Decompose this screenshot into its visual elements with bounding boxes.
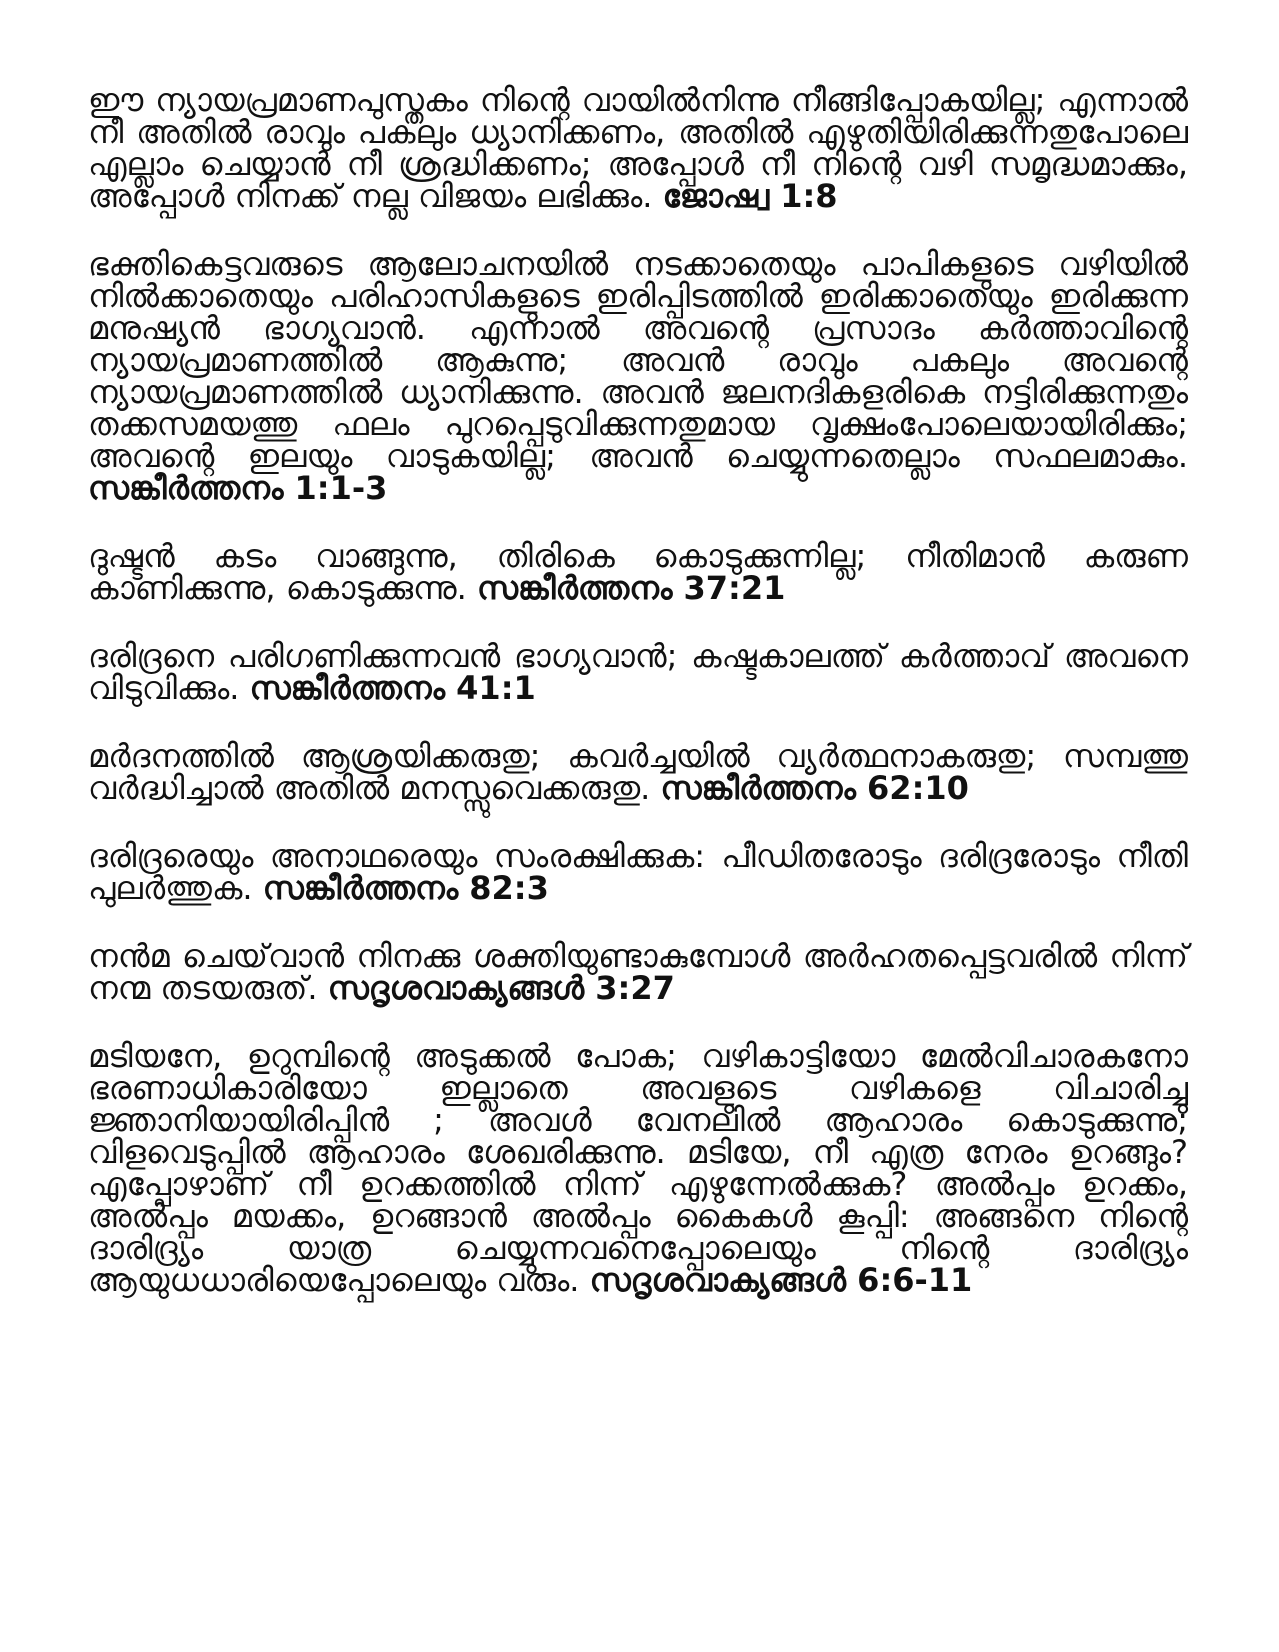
passage-text: ഭക്തികെട്ടവരുടെ ആലോചനയിൽ നടക്കാതെയും പാപികളുടെ വഴിയിൽ നിൽക്കാതെയും പരിഹാസികളുടെ ഇരിപ്പിടത്തിൽ ഇരിക്കാതെയും ഇരിക്കുന്ന മനുഷ്യൻ ഭാഗ്യവാൻ. എന്നാൽ അവന്റെ പ്രസാദം കർത്താവിന്റെ ന്യായപ്രമാണത്തിൽ ആകുന്നു; അവൻ രാവും പകലും അവന്റെ ന്യായപ്രമാണത്തിൽ ധ്യാനിക്കുന്നു. അവൻ ജലനദികളരികെ നട്ടിരിക്കുന്നതും തക്കസമയത്തു ഫലം പുറപ്പെടുവിക്കുന്നതുമായ വൃക്ഷംപോലെയായിരിക്കും; അവന്റെ ഇലയും വാടുകയില്ല; അവൻ ചെയ്യുന്നതെല്ലാം സഫലമാകും. [88, 245, 1188, 475]
scripture-reference: സങ്കീർത്തനം 82:3 [262, 869, 549, 907]
scripture-reference: സദൃശവാക്യങ്ങൾ 3:27 [327, 969, 675, 1007]
scripture-reference: സദൃശവാക്യങ്ങൾ 6:6-11 [589, 1261, 973, 1299]
passage-proverbs-6-6-11 [88, 1037, 1188, 1299]
scripture-reference: സങ്കീർത്തനം 37:21 [476, 569, 786, 607]
scripture-reference: ജോഷ്വ 1:8 [662, 177, 838, 215]
passage-psalm-62-10 [88, 737, 1188, 807]
scripture-reference: സങ്കീർത്തനം 1:1-3 [88, 469, 388, 507]
document-page [88, 81, 1188, 1332]
passage-psalm-41-1 [88, 637, 1188, 707]
passage-proverbs-3-27 [88, 937, 1188, 1007]
passage-text: ദരിദ്രരെയും അനാഥരെയും സംരക്ഷിക്കുക: പീഡിതരോടും ദരിദ്രരോടും നീതി പുലർത്തുക. [88, 837, 1188, 907]
passage-text: മടിയനേ, ഉറുമ്പിന്റെ അടുക്കൽ പോക; വഴികാട്ടിയോ മേൽവിചാരകനോ ഭരണാധികാരിയോ ഇല്ലാതെ അവളുടെ വഴികളെ വിചാരിച്ചു ജ്ഞാനിയായിരിപ്പിൻ ; അവൾ വേനലിൽ ആഹാരം കൊടുക്കുന്നു; വിളവെടുപ്പിൽ ആഹാരം ശേഖരിക്കുന്നു. മടിയേ, നീ എത്ര നേരം ഉറങ്ങും? എപ്പോഴാണ് നീ ഉറക്കത്തിൽ നിന്ന് എഴുന്നേൽക്കുക? അൽപ്പം ഉറക്കം, അൽപ്പം മയക്കം, ഉറങ്ങാൻ അൽപ്പം കൈകൾ കൂപ്പി: അങ്ങനെ നിന്റെ ദാരിദ്ര്യം യാത്ര ചെയ്യുന്നവനെപ്പോലെയും നിന്റെ ദാരിദ്ര്യം ആയുധധാരിയെപ്പോലെയും വരും. [88, 1037, 1188, 1299]
scripture-reference: സങ്കീർത്തനം 41:1 [249, 669, 536, 707]
passage-psalm-82-3 [88, 837, 1188, 907]
passage-text: മർദനത്തിൽ ആശ്രയിക്കരുതു; കവർച്ചയിൽ വ്യർത്ഥനാകരുതു; സമ്പത്തു വർദ്ധിച്ചാൽ അതിൽ മനസ്സുവെക്കരുതു. [88, 737, 1188, 807]
passage-text: നൻമ ചെയ്‌വാൻ നിനക്കു ശക്തിയുണ്ടാകുമ്പോൾ അർഹതപ്പെട്ടവരിൽ നിന്ന് നന്മ തടയരുത്. [88, 937, 1188, 1007]
passage-psalm-37-21 [88, 537, 1188, 607]
passage-psalm-1-1-3 [88, 245, 1188, 507]
passage-text: ദുഷ്ടൻ കടം വാങ്ങുന്നു, തിരികെ കൊടുക്കുന്നില്ല; നീതിമാൻ കരുണ കാണിക്കുന്നു, കൊടുക്കുന്നു. [88, 537, 1188, 607]
scripture-reference: സങ്കീർത്തനം 62:10 [660, 769, 969, 807]
passage-text: ഈ ന്യായപ്രമാണപുസ്തകം നിന്റെ വായിൽനിന്നു നീങ്ങിപ്പോകയില്ല; എന്നാൽ നീ അതിൽ രാവും പകലും ധ്യാനിക്കണം, അതിൽ എഴുതിയിരിക്കുന്നതുപോലെ എല്ലാം ചെയ്യാൻ നീ ശ്രദ്ധിക്കണം; അപ്പോൾ നീ നിന്റെ വഴി സമൃദ്ധമാക്കും, അപ്പോൾ നിനക്ക് നല്ല വിജയം ലഭിക്കും. [88, 81, 1188, 215]
passage-text: ദരിദ്രനെ പരിഗണിക്കുന്നവൻ ഭാഗ്യവാൻ; കഷ്ടകാലത്ത് കർത്താവ് അവനെ വിടുവിക്കും. [88, 637, 1188, 707]
passage-joshua-1-8 [88, 81, 1188, 215]
